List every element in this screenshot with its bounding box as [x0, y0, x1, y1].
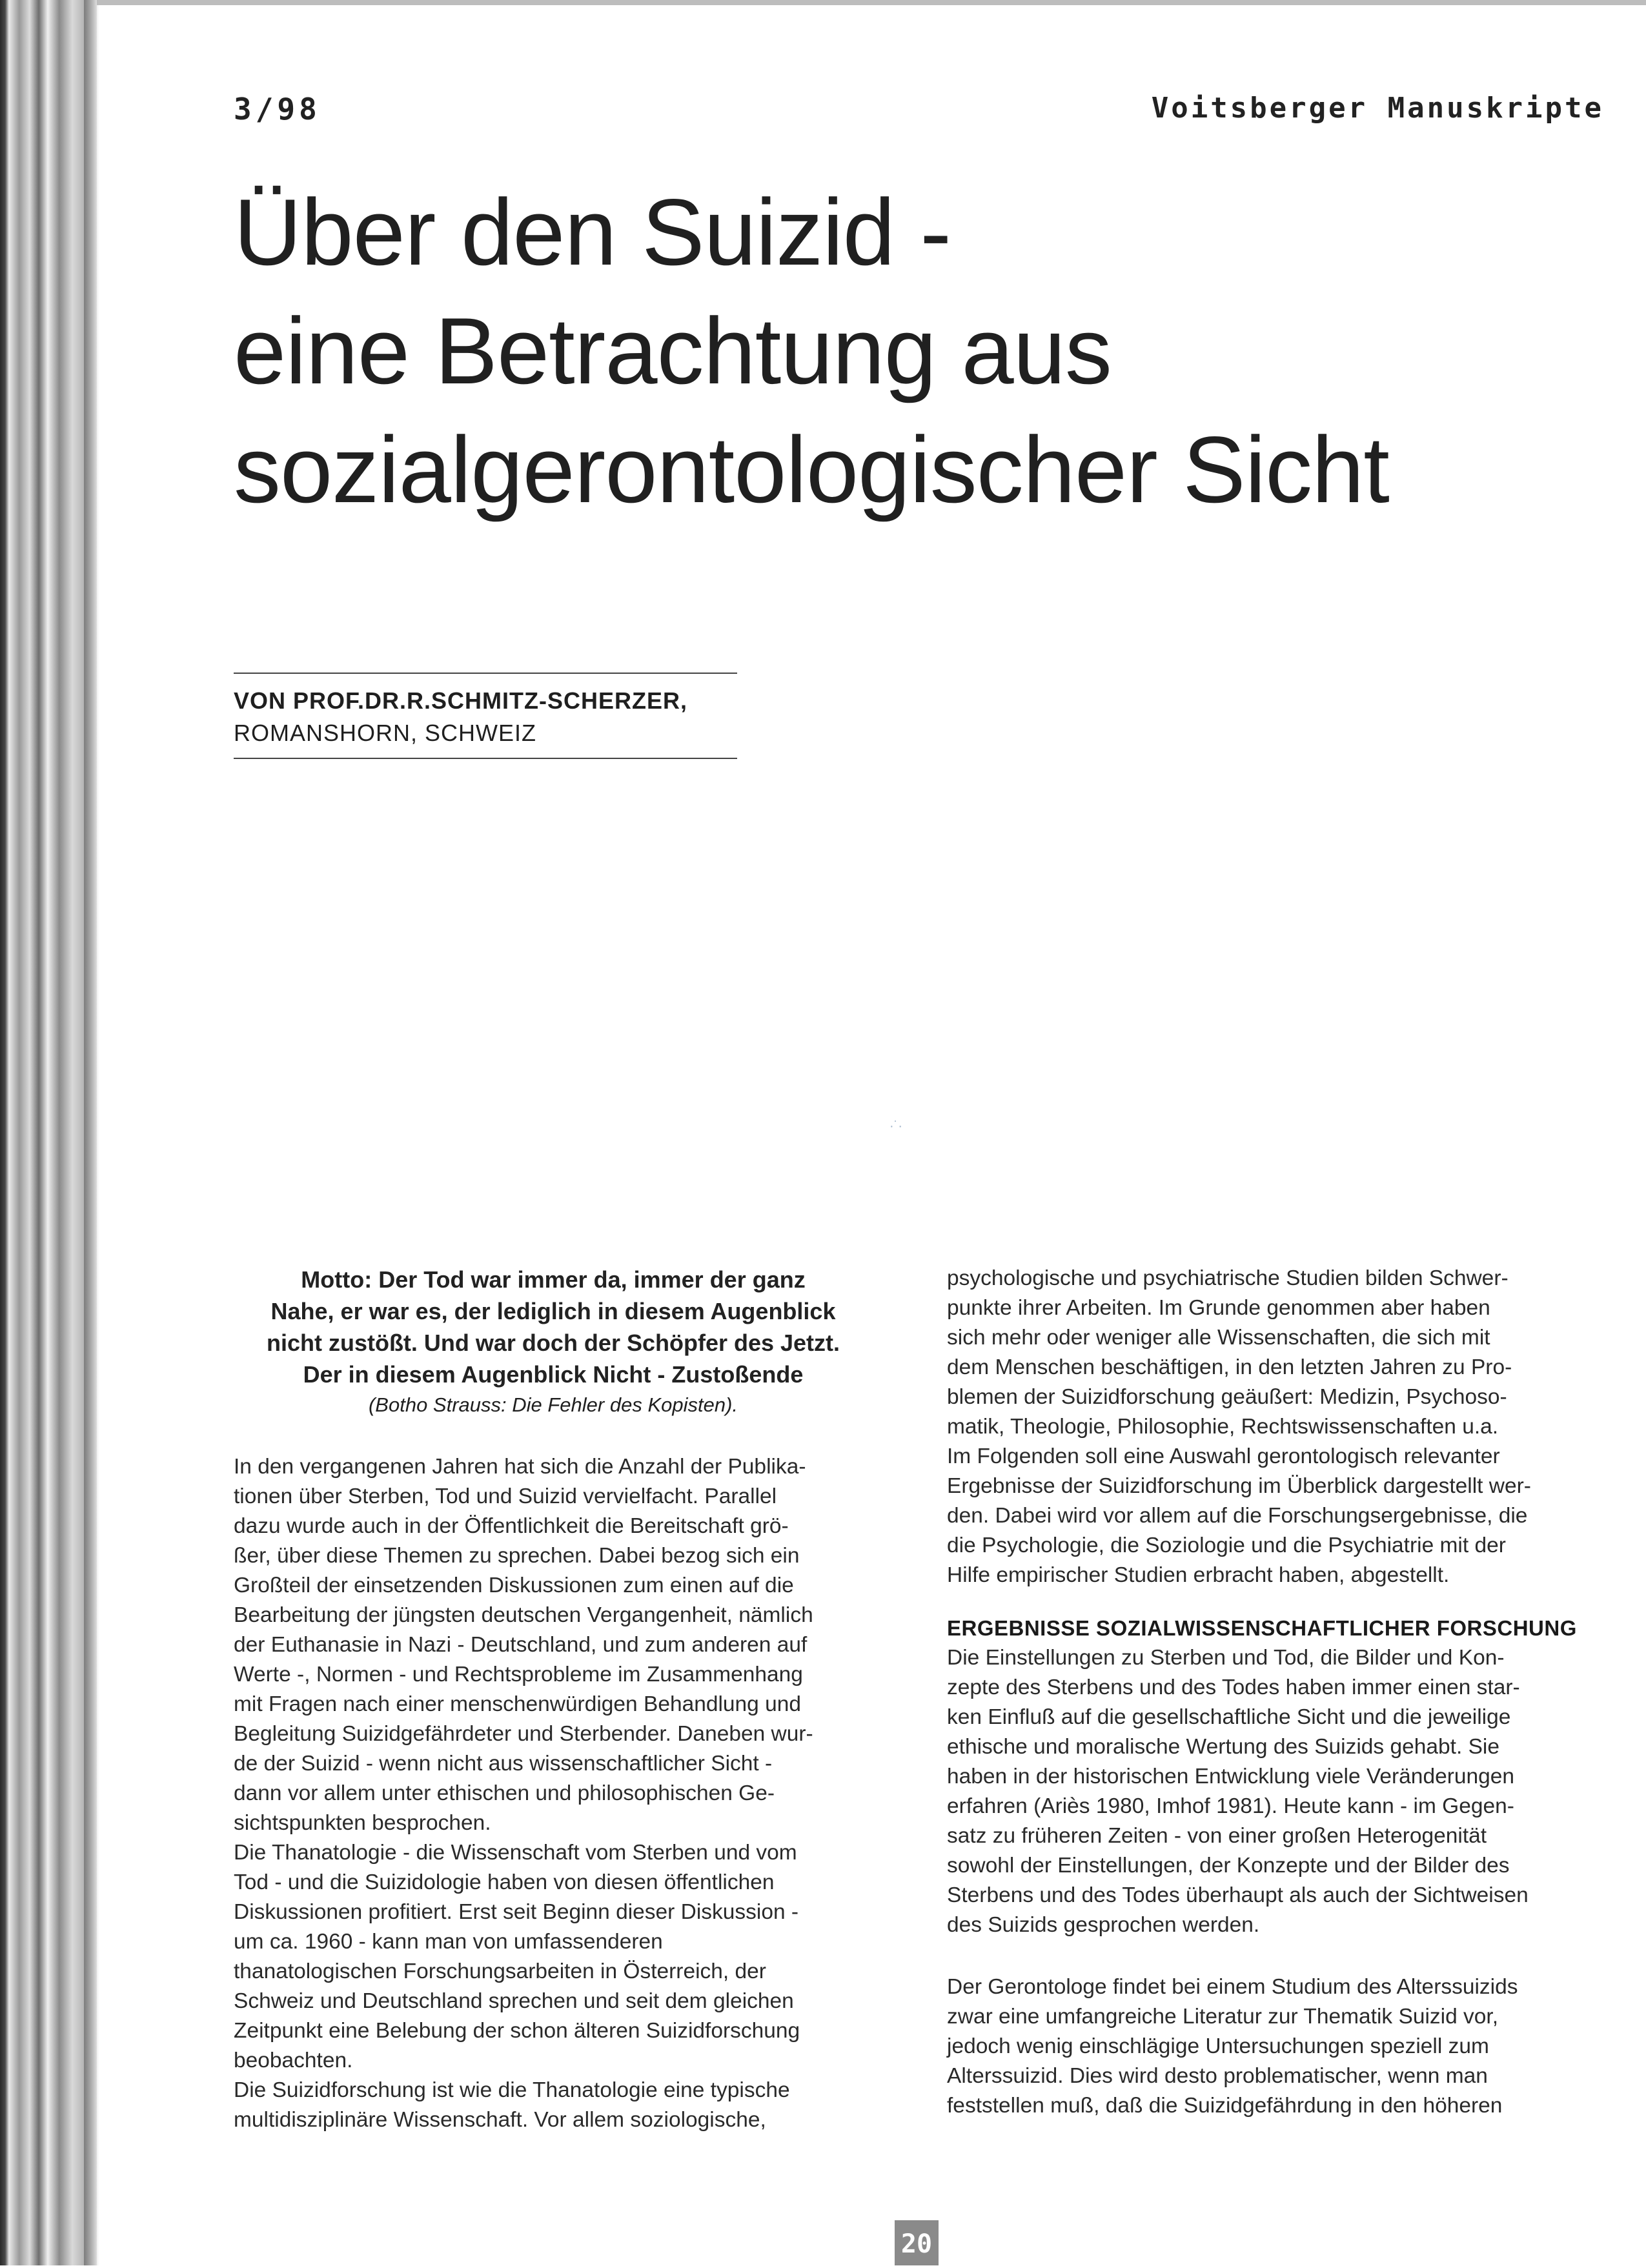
text-line: sowohl der Einstellungen, der Konzepte und der Bilder des: [947, 1854, 1510, 1878]
motto-line: nicht zustößt. Und war doch der Schöpfer des Jetzt.: [266, 1330, 840, 1356]
text-line: Tod - und die Suizidologie haben von diesen öffentlichen: [234, 1870, 775, 1894]
text-line: sich mehr oder weniger alle Wissenschaften, die sich mit: [947, 1326, 1490, 1350]
text-line: mit Fragen nach einer menschenwürdigen Behandlung und: [234, 1692, 802, 1716]
byline: [234, 673, 737, 759]
author-location: ROMANSHORN, SCHWEIZ: [234, 720, 536, 746]
section-heading: ERGEBNISSE SOZIALWISSENSCHAFTLICHER FORSCHUNG: [947, 1616, 1577, 1640]
text-line: sichtspunkten besprochen.: [234, 1811, 491, 1835]
text-line: Werte -, Normen - und Rechtsprobleme im Zusammenhang: [234, 1663, 803, 1686]
text-line: matik, Theologie, Philosophie, Rechtswissenschaften u.a.: [947, 1415, 1499, 1439]
left-column-text: [234, 1452, 873, 2135]
text-line: erfahren (Ariès 1980, Imhof 1981). Heute kann - im Gegen-: [947, 1794, 1514, 1818]
text-line: den. Dabei wird vor allem auf die Forschungsergebnisse, die: [947, 1504, 1528, 1528]
text-line: ßer, über diese Themen zu sprechen. Dabei bezog sich ein: [234, 1544, 800, 1568]
text-line: psychologische und psychiatrische Studien bilden Schwer-: [947, 1266, 1509, 1290]
motto: [234, 1264, 873, 1390]
text-line: jedoch wenig einschlägige Untersuchungen speziell zum: [947, 2034, 1489, 2058]
book-gutter: [0, 0, 97, 2265]
text-line: Die Einstellungen zu Sterben und Tod, die Bilder und Kon-: [947, 1646, 1505, 1670]
text-line: de der Suizid - wenn nicht aus wissenschaftlicher Sicht -: [234, 1752, 773, 1776]
text-line: Schweiz und Deutschland sprechen und seit dem gleichen: [234, 1989, 794, 2013]
text-line: thanatologischen Forschungsarbeiten in Österreich, der: [234, 1959, 766, 1983]
text-line: Alterssuizid. Dies wird desto problematischer, wenn man: [947, 2064, 1488, 2088]
motto-line: Der in diesem Augenblick Nicht - Zustoßende: [303, 1361, 804, 1388]
text-line: ethische und moralische Wertung des Suizids gehabt. Sie: [947, 1735, 1499, 1759]
text-line: Ergebnisse der Suizidforschung im Überblick dargestellt wer-: [947, 1474, 1531, 1498]
text-line: die Psychologie, die Soziologie und die Psychiatrie mit der: [947, 1534, 1506, 1557]
text-line: des Suizids gesprochen werden.: [947, 1913, 1260, 1937]
text-line: zwar eine umfangreiche Literatur zur Thematik Suizid vor,: [947, 2005, 1499, 2029]
left-column: [234, 1264, 873, 2135]
article-title: [234, 173, 1557, 529]
paragraph-gap: [947, 1940, 1583, 1972]
text-line: Hilfe empirischer Studien erbracht haben, abgestellt.: [947, 1563, 1450, 1587]
motto-line: Nahe, er war es, der lediglich in diesem Augenblick: [270, 1298, 836, 1324]
text-line: tionen über Sterben, Tod und Suizid vervielfacht. Parallel: [234, 1484, 777, 1508]
text-line: Im Folgenden soll eine Auswahl gerontologisch relevanter: [947, 1444, 1500, 1468]
journal-name: Voitsberger Manuskripte: [1151, 92, 1604, 125]
text-line: dazu wurde auch in der Öffentlichkeit die Bereitschaft grö-: [234, 1514, 789, 1538]
motto-line: Motto: Der Tod war immer da, immer der ganz: [301, 1266, 806, 1293]
text-line: Der Gerontologe findet bei einem Studium des Alterssuizids: [947, 1975, 1518, 1999]
text-line: Zeitpunkt eine Belebung der schon älteren Suizidforschung: [234, 2019, 800, 2043]
text-line: Diskussionen profitiert. Erst seit Beginn dieser Diskussion -: [234, 1900, 799, 1924]
text-line: zepte des Sterbens und des Todes haben immer einen star-: [947, 1676, 1520, 1699]
text-line: Die Thanatologie - die Wissenschaft vom Sterben und vom: [234, 1841, 797, 1865]
text-line: feststellen muß, daß die Suizidgefährdung in den höheren: [947, 2094, 1503, 2118]
title-line: Über den Suizid -: [234, 179, 951, 285]
right-column: [947, 1264, 1583, 2121]
text-line: Die Suizidforschung ist wie die Thanatologie eine typische: [234, 2078, 790, 2102]
page-top-edge: [97, 0, 1646, 5]
scan-speck: ·˙·: [889, 1119, 902, 1133]
text-line: um ca. 1960 - kann man von umfassenderen: [234, 1930, 663, 1954]
text-line: dem Menschen beschäftigen, in den letzten Jahren zu Pro-: [947, 1355, 1512, 1379]
right-column-intro-text: [947, 1264, 1583, 1590]
text-line: In den vergangenen Jahren hat sich die Anzahl der Publika-: [234, 1455, 806, 1479]
text-line: dann vor allem unter ethischen und philosophischen Ge-: [234, 1781, 775, 1805]
author-name: VON PROF.DR.R.SCHMITZ-SCHERZER,: [234, 687, 688, 714]
text-line: der Euthanasie in Nazi - Deutschland, und zum anderen auf: [234, 1633, 808, 1657]
issue-number: 3/98: [234, 92, 321, 127]
title-line: sozialgerontologischer Sicht: [234, 417, 1389, 522]
text-line: Großteil der einsetzenden Diskussionen zum einen auf die: [234, 1574, 794, 1597]
page-number: 20: [895, 2220, 939, 2265]
text-line: satz zu früheren Zeiten - von einer großen Heterogenität: [947, 1824, 1487, 1848]
text-line: multidisziplinäre Wissenschaft. Vor allem soziologische,: [234, 2108, 766, 2132]
text-line: Begleitung Suizidgefährdeter und Sterbender. Daneben wur-: [234, 1722, 813, 1746]
text-line: punkte ihrer Arbeiten. Im Grunde genommen aber haben: [947, 1296, 1490, 1320]
title-line: eine Betrachtung aus: [234, 298, 1112, 403]
final-paragraph-text: [947, 1972, 1583, 2121]
section-text: [947, 1643, 1583, 1940]
text-line: beobachten.: [234, 2049, 353, 2072]
text-line: ken Einfluß auf die gesellschaftliche Sicht und die jeweilige: [947, 1705, 1511, 1729]
text-line: Sterbens und des Todes überhaupt als auch der Sichtweisen: [947, 1883, 1529, 1907]
motto-source: (Botho Strauss: Die Fehler des Kopisten).: [368, 1393, 738, 1416]
text-line: haben in der historischen Entwicklung viele Veränderungen: [947, 1765, 1515, 1788]
text-line: blemen der Suizidforschung geäußert: Medizin, Psychoso-: [947, 1385, 1507, 1409]
gutter-shadow: [84, 0, 99, 2265]
text-line: Bearbeitung der jüngsten deutschen Vergangenheit, nämlich: [234, 1603, 813, 1627]
